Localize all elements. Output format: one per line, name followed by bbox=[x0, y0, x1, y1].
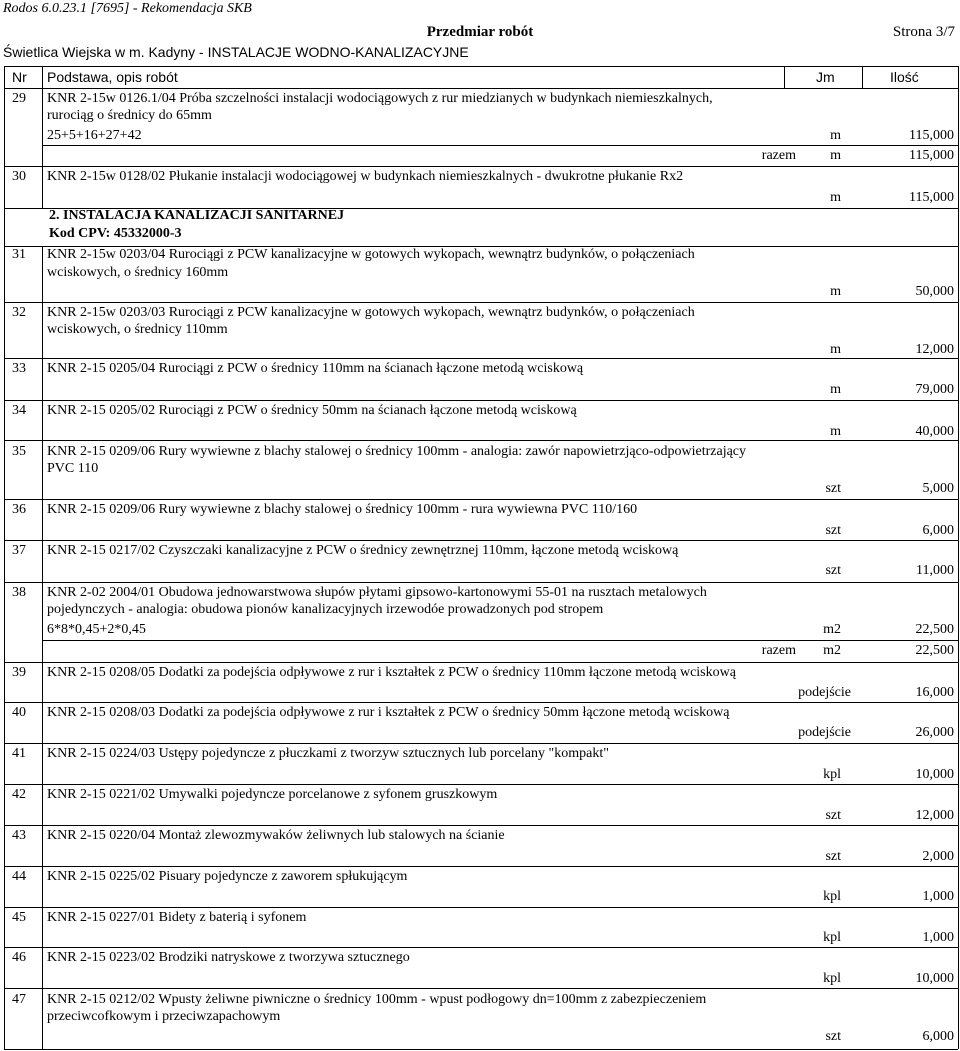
column-divider bbox=[42, 662, 43, 702]
row-description: KNR 2-15 0208/05 Dodatki za podejścia odpływowe z rur i kształtek z PCW o średnicy 110mm łączone metodą wciskową bbox=[47, 665, 736, 680]
row-divider bbox=[4, 866, 958, 867]
column-divider bbox=[958, 400, 959, 440]
column-divider bbox=[958, 784, 959, 825]
app-title: Rodos 6.0.23.1 [7695] - Rekomendacja SKB bbox=[3, 1, 252, 16]
row-number: 44 bbox=[12, 869, 26, 884]
column-divider bbox=[4, 784, 5, 825]
column-divider bbox=[42, 947, 43, 988]
row-quantity: 16,000 bbox=[915, 685, 954, 700]
row-quantity: 115,000 bbox=[909, 148, 954, 163]
row-divider bbox=[4, 540, 958, 541]
column-divider bbox=[42, 499, 43, 540]
row-number: 41 bbox=[12, 746, 26, 761]
column-divider bbox=[4, 662, 5, 702]
calculation-divider bbox=[42, 640, 958, 641]
row-quantity: 11,000 bbox=[916, 563, 954, 578]
row-unit: kpl bbox=[823, 767, 841, 782]
column-divider bbox=[958, 947, 959, 988]
row-quantity: 12,000 bbox=[915, 342, 954, 357]
row-unit: m bbox=[830, 382, 841, 397]
column-divider bbox=[4, 166, 5, 208]
row-number: 32 bbox=[12, 305, 26, 320]
calculation-quantity: 115,000 bbox=[909, 128, 954, 143]
row-number: 34 bbox=[12, 403, 26, 418]
column-divider bbox=[4, 582, 5, 662]
row-number: 37 bbox=[12, 543, 26, 558]
column-divider bbox=[42, 784, 43, 825]
row-unit: kpl bbox=[823, 889, 841, 904]
column-divider bbox=[958, 302, 959, 358]
row-unit: szt bbox=[825, 563, 841, 578]
column-divider bbox=[4, 907, 5, 947]
calculation-unit: m2 bbox=[823, 622, 841, 637]
section-cpv: Kod CPV: 45332000-3 bbox=[49, 226, 182, 241]
row-quantity: 2,000 bbox=[922, 849, 954, 864]
row-description: KNR 2-15 0209/06 Rury wywiewne z blachy stalowej o średnicy 100mm - rura wywiewna PVC 110/160 bbox=[47, 502, 638, 517]
column-divider bbox=[958, 166, 959, 208]
column-divider bbox=[42, 246, 43, 302]
row-quantity: 40,000 bbox=[915, 424, 954, 439]
row-unit: szt bbox=[825, 481, 841, 496]
row-divider bbox=[4, 499, 958, 500]
row-description: KNR 2-15 0209/06 Rury wywiewne z blachy stalowej o średnicy 100mm - analogia: zawór napowietrzjąco-odpowietrzający bbox=[47, 444, 747, 459]
column-divider bbox=[958, 440, 959, 499]
row-unit: szt bbox=[825, 849, 841, 864]
calculation-formula: 25+5+16+27+42 bbox=[47, 128, 142, 143]
header-unit: Jm bbox=[816, 69, 835, 85]
column-divider bbox=[42, 743, 43, 784]
header-description: Podstawa, opis robót bbox=[47, 69, 178, 85]
row-description: KNR 2-15w 0203/03 Rurociągi z PCW kanalizacyjne w gotowych wykopach, wewnątrz budynków, o połączeniach bbox=[47, 305, 695, 320]
row-divider bbox=[4, 400, 958, 401]
header-bottom-border bbox=[4, 88, 958, 89]
column-divider bbox=[4, 66, 5, 88]
row-description: KNR 2-15 0220/04 Montaż zlewozmywaków żeliwnych lub stalowych na ścianie bbox=[47, 828, 505, 843]
column-divider bbox=[42, 400, 43, 440]
row-description: KNR 2-15 0205/04 Rurociągi z PCW o średnicy 110mm na ścianach łączone metodą wciskową bbox=[47, 361, 584, 376]
column-divider bbox=[42, 540, 43, 582]
row-unit: m bbox=[830, 342, 841, 357]
row-unit: szt bbox=[825, 1029, 841, 1044]
column-divider bbox=[4, 208, 5, 246]
column-divider bbox=[4, 358, 5, 400]
row-quantity: 1,000 bbox=[922, 889, 954, 904]
row-number: 29 bbox=[12, 91, 26, 106]
column-divider bbox=[42, 702, 43, 743]
row-unit: m2 bbox=[823, 643, 841, 658]
column-divider bbox=[42, 825, 43, 866]
row-divider bbox=[4, 784, 958, 785]
document-title: Przedmiar robót bbox=[426, 24, 534, 40]
row-quantity: 6,000 bbox=[922, 1029, 954, 1044]
row-number: 43 bbox=[12, 828, 26, 843]
calculation-formula: 6*8*0,45+2*0,45 bbox=[47, 622, 146, 637]
column-divider bbox=[42, 866, 43, 907]
column-divider bbox=[958, 246, 959, 302]
column-divider bbox=[42, 988, 43, 1049]
row-description: KNR 2-15 0208/03 Dodatki za podejścia odpływowe z rur i kształtek z PCW o średnicy 50mm łączone metodą wciskową bbox=[47, 705, 730, 720]
row-description: KNR 2-15w 0128/02 Płukanie instalacji wodociągowej w budynkach niemieszkalnych - dwukrotne płukanie Rx2 bbox=[47, 169, 684, 184]
row-divider bbox=[4, 582, 958, 583]
calculation-divider bbox=[42, 145, 958, 146]
row-quantity: 10,000 bbox=[915, 767, 954, 782]
sum-label: razem bbox=[761, 148, 796, 163]
column-divider bbox=[42, 166, 43, 208]
row-number: 33 bbox=[12, 361, 26, 376]
column-divider bbox=[4, 866, 5, 907]
row-number: 47 bbox=[12, 992, 26, 1007]
row-quantity: 10,000 bbox=[915, 971, 954, 986]
row-unit: m bbox=[830, 284, 841, 299]
calculation-unit: m bbox=[830, 128, 841, 143]
header-quantity: Ilość bbox=[890, 69, 919, 85]
column-divider bbox=[958, 582, 959, 662]
column-divider bbox=[862, 66, 863, 88]
column-divider bbox=[4, 302, 5, 358]
row-description: rurociąg o średnicy do 65mm bbox=[47, 108, 212, 123]
row-divider bbox=[4, 302, 958, 303]
column-divider bbox=[4, 702, 5, 743]
column-divider bbox=[42, 66, 43, 88]
row-quantity: 1,000 bbox=[922, 930, 954, 945]
column-divider bbox=[958, 743, 959, 784]
row-number: 40 bbox=[12, 705, 26, 720]
column-divider bbox=[784, 66, 785, 88]
column-divider bbox=[958, 662, 959, 702]
row-divider bbox=[4, 988, 958, 989]
column-divider bbox=[958, 702, 959, 743]
row-divider bbox=[4, 166, 958, 167]
column-divider bbox=[4, 246, 5, 302]
row-unit: podejście bbox=[798, 685, 851, 700]
row-unit: podejście bbox=[798, 725, 851, 740]
row-unit: kpl bbox=[823, 971, 841, 986]
row-unit: m bbox=[830, 190, 841, 205]
row-quantity: 12,000 bbox=[915, 808, 954, 823]
row-quantity: 79,000 bbox=[915, 382, 954, 397]
row-number: 42 bbox=[12, 787, 26, 802]
row-description: KNR 2-15 0223/02 Brodziki natryskowe z tworzywa sztucznego bbox=[47, 950, 410, 965]
row-description: KNR 2-15 0217/02 Czyszczaki kanalizacyjne z PCW o średnicy zewnętrznej 110mm, łączone metodą wciskową bbox=[47, 543, 679, 558]
row-description: KNR 2-15 0212/02 Wpusty żeliwne piwniczne o średnicy 100mm - wpust podłogowy dn=100mm z zabezpieczeniem bbox=[47, 992, 707, 1007]
column-divider bbox=[4, 400, 5, 440]
row-divider bbox=[4, 743, 958, 744]
calculation-quantity: 22,500 bbox=[915, 622, 954, 637]
column-divider bbox=[958, 907, 959, 947]
row-description: KNR 2-02 2004/01 Obudowa jednowarstwowa słupów płytami gipsowo-kartonowymi 55-01 na rusztach metalowych bbox=[47, 585, 707, 600]
column-divider bbox=[4, 825, 5, 866]
row-divider bbox=[4, 907, 958, 908]
row-description: wciskowych, o średnicy 110mm bbox=[47, 322, 228, 337]
row-description: KNR 2-15 0221/02 Umywalki pojedyncze porcelanowe z syfonem gruszkowym bbox=[47, 787, 498, 802]
column-divider bbox=[958, 66, 959, 88]
row-description: KNR 2-15 0227/01 Bidety z baterią i syfonem bbox=[47, 910, 307, 925]
column-divider bbox=[4, 988, 5, 1049]
row-quantity: 50,000 bbox=[915, 284, 954, 299]
row-divider bbox=[4, 825, 958, 826]
row-description: KNR 2-15w 0203/04 Rurociągi z PCW kanalizacyjne w gotowych wykopach, wewnątrz budynków, o połączeniach bbox=[47, 247, 695, 262]
column-divider bbox=[958, 88, 959, 166]
row-number: 35 bbox=[12, 444, 26, 459]
column-divider bbox=[42, 907, 43, 947]
column-divider bbox=[4, 88, 5, 166]
row-divider bbox=[4, 358, 958, 359]
row-divider bbox=[4, 947, 958, 948]
row-description: KNR 2-15 0205/02 Rurociągi z PCW o średnicy 50mm na ścianach łączone metodą wciskową bbox=[47, 403, 577, 418]
sum-label: razem bbox=[761, 643, 796, 658]
row-quantity: 22,500 bbox=[915, 643, 954, 658]
row-divider bbox=[4, 662, 958, 663]
section-title: 2. INSTALACJA KANALIZACJI SANITARNEJ bbox=[49, 208, 345, 223]
row-description: PVC 110 bbox=[47, 461, 99, 476]
row-quantity: 5,000 bbox=[922, 481, 954, 496]
row-number: 36 bbox=[12, 502, 26, 517]
column-divider bbox=[42, 88, 43, 166]
column-divider bbox=[4, 947, 5, 988]
row-number: 31 bbox=[12, 247, 26, 262]
row-unit: m bbox=[830, 424, 841, 439]
column-divider bbox=[958, 866, 959, 907]
row-number: 45 bbox=[12, 910, 26, 925]
column-divider bbox=[42, 582, 43, 662]
row-quantity: 26,000 bbox=[915, 725, 954, 740]
header-nr: Nr bbox=[12, 69, 27, 85]
row-divider bbox=[4, 440, 958, 441]
row-unit: szt bbox=[825, 808, 841, 823]
row-number: 46 bbox=[12, 950, 26, 965]
row-number: 39 bbox=[12, 665, 26, 680]
column-divider bbox=[4, 540, 5, 582]
column-divider bbox=[4, 440, 5, 499]
row-description: KNR 2-15w 0126.1/04 Próba szczelności instalacji wodociągowych z rur miedzianych w budynkach niemieszkalnych, bbox=[47, 91, 713, 106]
project-name: Świetlica Wiejska w m. Kadyny - INSTALACJE WODNO-KANALIZACYJNE bbox=[3, 44, 469, 60]
column-divider bbox=[958, 825, 959, 866]
row-description: wciskowych, o średnicy 160mm bbox=[47, 265, 229, 280]
column-divider bbox=[4, 743, 5, 784]
row-description: KNR 2-15 0224/03 Ustępy pojedyncze z płuczkami z tworzyw sztucznych lub porcelany "kompakt" bbox=[47, 746, 609, 761]
row-unit: kpl bbox=[823, 930, 841, 945]
section-bottom-border bbox=[4, 246, 958, 247]
column-divider bbox=[42, 358, 43, 400]
column-divider bbox=[958, 988, 959, 1049]
row-description: przeciwcofkowym i przeciwzapachowym bbox=[47, 1009, 281, 1024]
row-number: 30 bbox=[12, 169, 26, 184]
row-unit: szt bbox=[825, 523, 841, 538]
header-top-border bbox=[4, 66, 958, 67]
row-divider bbox=[4, 1049, 958, 1050]
column-divider bbox=[42, 302, 43, 358]
row-quantity: 6,000 bbox=[922, 523, 954, 538]
column-divider bbox=[958, 208, 959, 246]
row-quantity: 115,000 bbox=[909, 190, 954, 205]
row-unit: m bbox=[830, 148, 841, 163]
column-divider bbox=[958, 358, 959, 400]
column-divider bbox=[42, 440, 43, 499]
column-divider bbox=[958, 540, 959, 582]
row-number: 38 bbox=[12, 585, 26, 600]
row-divider bbox=[4, 702, 958, 703]
page-number: Strona 3/7 bbox=[892, 24, 955, 40]
column-divider bbox=[958, 499, 959, 540]
row-description: KNR 2-15 0225/02 Pisuary pojedyncze z zaworem spłukującym bbox=[47, 869, 408, 884]
row-description: pojedynczych - analogia: obudowa pionów kanalizacyjnych irzewodóe prowadzonych pod stropem bbox=[47, 602, 604, 617]
column-divider bbox=[4, 499, 5, 540]
